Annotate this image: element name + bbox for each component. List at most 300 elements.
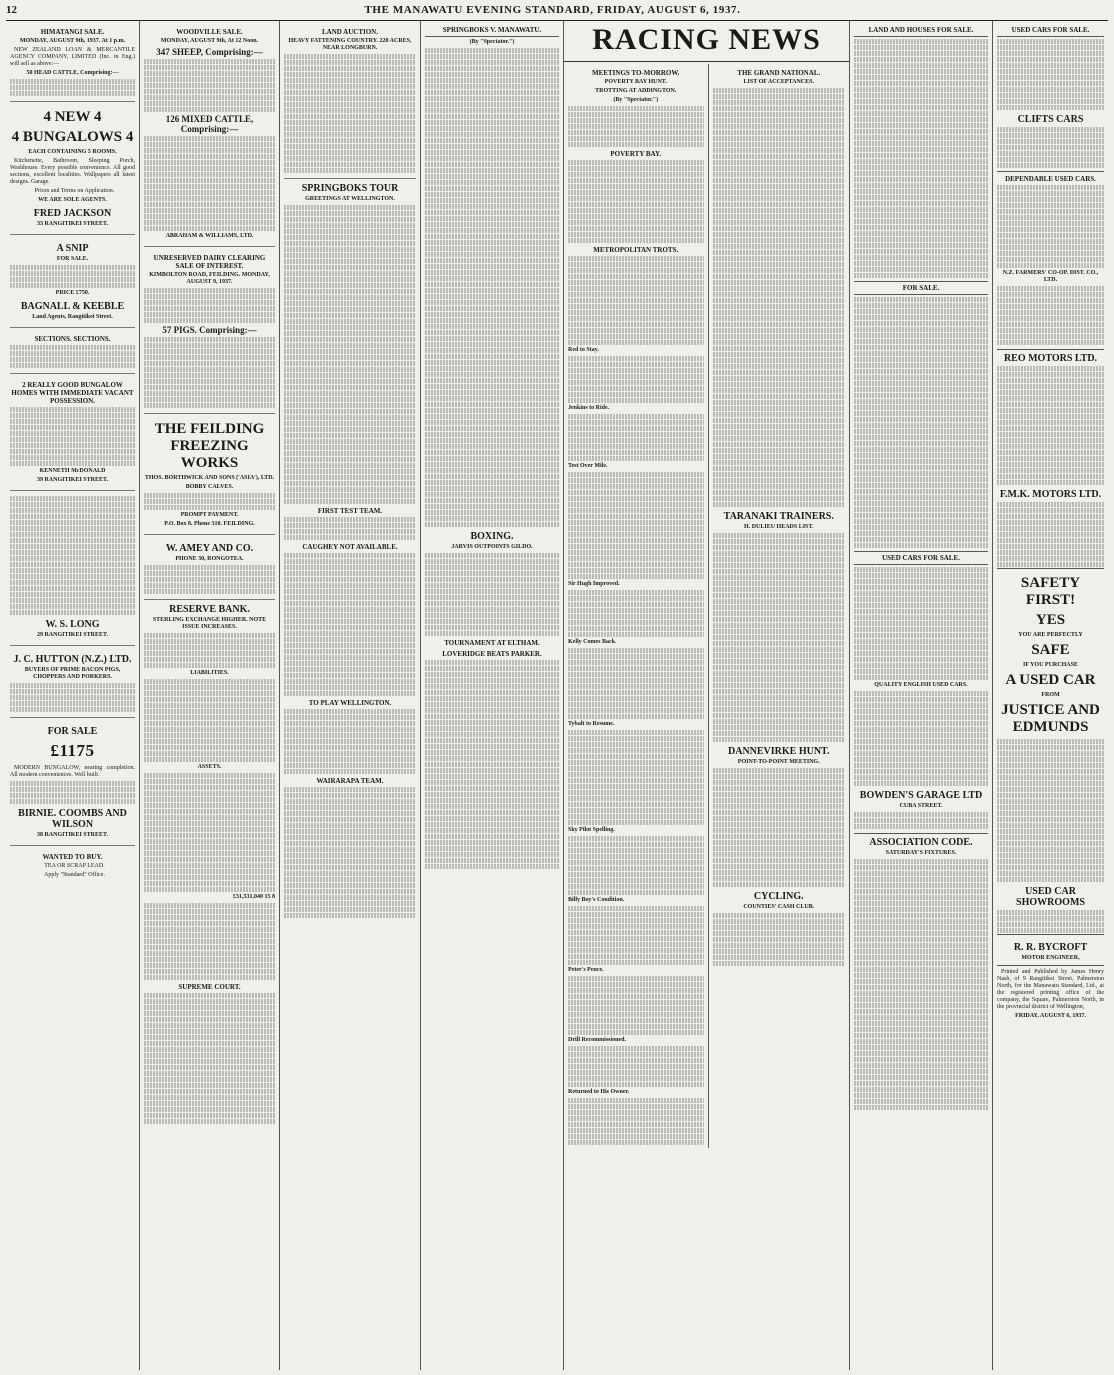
text-line: [144, 208, 275, 213]
text-line: [284, 799, 416, 804]
text-line: [854, 153, 988, 158]
text-line: [284, 445, 416, 450]
ad-address: P.O. Box 8. Phone 310. FEILDING.: [164, 521, 255, 527]
text-line: [854, 1015, 988, 1020]
text-line: [713, 358, 846, 363]
text-line: [284, 727, 416, 732]
text-line: [854, 979, 988, 984]
text-line: [568, 196, 704, 201]
text-line: [425, 324, 559, 329]
text-line: [568, 766, 704, 771]
text-line: [568, 362, 704, 367]
text-line: [568, 836, 704, 841]
text-line: [425, 822, 559, 827]
text-line: [284, 319, 416, 324]
text-line: [425, 228, 559, 233]
text-line: [144, 751, 275, 756]
text-line: [997, 251, 1104, 256]
text-line: [568, 508, 704, 513]
ad-heading: R. R. BYCROFT: [1013, 942, 1088, 953]
text-line: [854, 51, 988, 56]
text-line: [568, 380, 704, 385]
text-line: [854, 483, 988, 488]
text-line: [854, 889, 988, 894]
text-line: [425, 732, 559, 737]
text-line: [284, 132, 416, 137]
text-line: [144, 148, 275, 153]
text-line: [284, 619, 416, 624]
text-line: [713, 376, 846, 381]
text-line: [854, 441, 988, 446]
text-line: [10, 526, 135, 531]
text-line: [425, 690, 559, 695]
text-line: [568, 854, 704, 859]
text-line: [568, 982, 704, 987]
text-line: [568, 714, 704, 719]
text-line: [713, 154, 846, 159]
text-line: [713, 478, 846, 483]
text-line: [854, 531, 988, 536]
text-line: [568, 398, 704, 403]
text-line: [854, 1081, 988, 1086]
text-line: [997, 127, 1104, 132]
text-line: [425, 571, 559, 576]
text-line: [568, 976, 704, 981]
text-line: [568, 730, 704, 735]
text-line: [713, 955, 846, 960]
text-line: [284, 343, 416, 348]
text-line: [568, 340, 704, 345]
text-line: [425, 246, 559, 251]
text-line: [10, 431, 135, 436]
text-line: [713, 94, 846, 99]
text-line: [854, 639, 988, 644]
text-line: [854, 87, 988, 92]
ad-heading: LAND AUCTION.: [321, 28, 378, 36]
text-line: [144, 715, 275, 720]
text-line: [713, 394, 846, 399]
text-line: [568, 748, 704, 753]
text-line: [713, 388, 846, 393]
text-line: [284, 601, 416, 606]
text-line: [713, 846, 846, 851]
text-line: [713, 870, 846, 875]
text-line: [997, 847, 1104, 852]
text-line: [10, 363, 135, 368]
text-line: [854, 453, 988, 458]
text-line: [997, 63, 1104, 68]
text-line: [284, 283, 416, 288]
text-line: [854, 129, 988, 134]
text-line: [568, 678, 704, 683]
text-line: [284, 841, 416, 846]
text-line: [10, 520, 135, 525]
text-line: [713, 262, 846, 267]
text-line: [854, 435, 988, 440]
land-auction-ad: [284, 23, 416, 179]
text-line: [144, 721, 275, 726]
text-line: [284, 649, 416, 654]
text-line: [568, 608, 704, 613]
text-line: [284, 156, 416, 161]
text-line: [568, 356, 704, 361]
text-line: [997, 197, 1104, 202]
text-line: [854, 703, 988, 708]
text-line: [997, 550, 1104, 555]
text-line: [997, 304, 1104, 309]
text-line: [854, 159, 988, 164]
text-line: [144, 993, 275, 998]
text-line: [10, 781, 135, 786]
text-line: [568, 280, 704, 285]
article-heading: SPRINGBOKS V. MANAWATU.: [425, 26, 559, 37]
text-line: [284, 877, 416, 882]
text-line: [10, 701, 135, 706]
text-line: [425, 726, 559, 731]
text-line: [144, 312, 275, 317]
text-line: [284, 253, 416, 258]
text-line: [144, 1041, 275, 1046]
text-line: [144, 1107, 275, 1112]
text-line: [568, 478, 704, 483]
text-line: [854, 775, 988, 780]
text-line: [568, 936, 704, 941]
text-line: [425, 168, 559, 173]
text-line: [144, 214, 275, 219]
text-line: [568, 334, 704, 339]
text-line: [854, 261, 988, 266]
text-line: [568, 1140, 704, 1145]
ad-big-heading: A USED CAR: [1005, 672, 1096, 688]
text-line: [997, 257, 1104, 262]
column-8: [993, 21, 1108, 1370]
text-line: [425, 372, 559, 377]
text-line: [713, 292, 846, 297]
classified-heading: USED CARS FOR SALE.: [997, 26, 1104, 37]
text-line: [854, 615, 988, 620]
text-line: [568, 1070, 704, 1075]
text-line: [713, 436, 846, 441]
text-line: [10, 787, 135, 792]
text-line: [144, 845, 275, 850]
ad-heading: J. C. HUTTON (N.Z.) LTD.: [13, 654, 132, 665]
text-line: [854, 715, 988, 720]
text-line: [854, 997, 988, 1002]
text-line: [284, 144, 416, 149]
text-line: [713, 160, 846, 165]
text-line: [284, 715, 416, 720]
article-subheading: Billy Boy's Condition.: [568, 897, 625, 903]
text-line: [425, 750, 559, 755]
text-line: [713, 635, 846, 640]
ad-subheading: BUYERS OF PRIME BACON PIGS, CHOPPERS AND PORKERS.: [24, 667, 121, 680]
text-line: [425, 798, 559, 803]
text-line: [284, 565, 416, 570]
text-line: [854, 651, 988, 656]
text-line: [568, 948, 704, 953]
text-line: [568, 1122, 704, 1127]
text-line: [568, 866, 704, 871]
text-line: [713, 472, 846, 477]
text-line: [997, 151, 1104, 156]
text-line: [144, 226, 275, 231]
text-line: [284, 223, 416, 228]
text-line: [144, 294, 275, 299]
text-line: [10, 568, 135, 573]
text-line: [144, 361, 275, 366]
text-line: [144, 915, 275, 920]
text-line: [568, 178, 704, 183]
text-line: [997, 191, 1104, 196]
text-line: [854, 423, 988, 428]
table-total: £31,531,040 15 8: [233, 894, 275, 900]
text-line: [568, 626, 704, 631]
text-line: [997, 203, 1104, 208]
feilding-works-ad: [144, 416, 275, 535]
text-line: [144, 951, 275, 956]
text-line: [284, 721, 416, 726]
text-line: [568, 1104, 704, 1109]
article-subheading: FIRST TEST TEAM.: [317, 507, 383, 515]
text-line: [568, 414, 704, 419]
text-line: [568, 918, 704, 923]
text-line: [713, 617, 846, 622]
text-line: [854, 525, 988, 530]
text-line: [425, 378, 559, 383]
text-line: [713, 677, 846, 682]
text-line: [10, 538, 135, 543]
text-line: [144, 1101, 275, 1106]
ad-agent: BOWDEN'S GARAGE LTD: [859, 790, 983, 801]
text-line: [425, 468, 559, 473]
article-heading: SUPREME COURT.: [178, 983, 241, 991]
text-line: [854, 117, 988, 122]
ad-text: FROM: [1041, 692, 1060, 698]
text-line: [144, 1029, 275, 1034]
page-number: 12: [6, 4, 17, 16]
text-line: [144, 651, 275, 656]
text-line: [284, 349, 416, 354]
text-line: [284, 883, 416, 888]
text-line: [854, 1021, 988, 1026]
ad-text: TEA OR SCRAP LEAD.: [44, 863, 105, 869]
text-line: [854, 237, 988, 242]
article-subheading: STERLING EXCHANGE HIGHER. NOTE ISSUE INCREASES.: [152, 617, 267, 630]
text-line: [144, 975, 275, 980]
text-line: [713, 364, 846, 369]
text-line: [568, 666, 704, 671]
article-subheading: COUNTIES' CASH CLUB.: [743, 904, 815, 910]
text-line: [425, 396, 559, 401]
text-line: [713, 725, 846, 730]
text-line: [568, 202, 704, 207]
text-line: [713, 442, 846, 447]
article-heading: DANNEVIRKE HUNT.: [728, 746, 830, 757]
text-line: [997, 562, 1104, 567]
article-subheading: POVERTY BAY HUNT.: [604, 79, 667, 85]
text-line: [284, 487, 416, 492]
text-line: [713, 822, 846, 827]
ad-heading: CLIFTS CARS: [1017, 114, 1084, 125]
text-line: [568, 878, 704, 883]
text-line: [713, 551, 846, 556]
text-line: [284, 60, 416, 65]
text-line: [144, 1089, 275, 1094]
text-line: [713, 931, 846, 936]
text-line: [713, 136, 846, 141]
text-line: [854, 573, 988, 578]
text-line: [713, 124, 846, 129]
text-line: [568, 386, 704, 391]
ad-heading: A SNIP: [56, 243, 89, 254]
text-line: [425, 565, 559, 570]
text-line: [854, 675, 988, 680]
article-subheading: TO PLAY WELLINGTON.: [308, 699, 392, 707]
text-line: [144, 857, 275, 862]
text-line: [713, 334, 846, 339]
text-line: [997, 310, 1104, 315]
text-line: [568, 268, 704, 273]
ad-heading: WOODVILLE SALE.: [176, 28, 243, 36]
text-line: [568, 456, 704, 461]
woodville-ad: [144, 23, 275, 247]
text-line: [568, 106, 704, 111]
text-line: [854, 39, 988, 44]
text-line: [144, 367, 275, 372]
ad-address: 39 RANGITIKEI STREET.: [36, 477, 109, 483]
text-line: [425, 312, 559, 317]
text-line: [425, 192, 559, 197]
text-line: [713, 876, 846, 881]
text-line: [284, 463, 416, 468]
text-line: [568, 690, 704, 695]
text-line: [854, 1045, 988, 1050]
ad-heading: REO MOTORS LTD.: [997, 349, 1104, 364]
article-subheading: GREETINGS AT WELLINGTON.: [305, 196, 395, 202]
ad-heading: SECTIONS. SECTIONS.: [34, 335, 111, 343]
text-line: [997, 829, 1104, 834]
ad-heading: 2 REALLY GOOD BUNGALOW HOMES WITH IMMEDIATE VACANT POSSESSION.: [11, 381, 134, 405]
text-line: [854, 45, 988, 50]
article-heading: TARANAKI TRAINERS.: [723, 511, 834, 522]
ad-agent: KENNETH McDONALD: [39, 468, 106, 474]
text-line: [854, 603, 988, 608]
text-line: [854, 243, 988, 248]
text-line: [713, 593, 846, 598]
text-line: [854, 459, 988, 464]
text-line: [10, 544, 135, 549]
text-line: [568, 550, 704, 555]
text-line: [425, 180, 559, 185]
text-line: [568, 420, 704, 425]
text-line: [425, 504, 559, 509]
text-line: [425, 768, 559, 773]
text-line: [284, 685, 416, 690]
text-line: [568, 760, 704, 765]
text-line: [568, 842, 704, 847]
text-line: [284, 102, 416, 107]
text-line: [425, 607, 559, 612]
text-line: [713, 286, 846, 291]
text-line: [997, 402, 1104, 407]
ad-agent: FRED JACKSON: [33, 208, 112, 219]
text-line: [854, 1087, 988, 1092]
text-line: [284, 96, 416, 101]
text-line: [144, 385, 275, 390]
masthead: [6, 4, 1108, 21]
text-line: [997, 739, 1104, 744]
text-line: [568, 872, 704, 877]
article-heading: BOXING.: [470, 531, 514, 542]
text-line: [425, 78, 559, 83]
text-line: [425, 252, 559, 257]
ad-subheading: FOR SALE.: [56, 256, 89, 262]
text-line: [284, 373, 416, 378]
text-line: [997, 163, 1104, 168]
text-line: [997, 474, 1104, 479]
text-line: [144, 391, 275, 396]
text-line: [284, 835, 416, 840]
text-line: [144, 875, 275, 880]
text-line: [713, 961, 846, 966]
text-line: [144, 184, 275, 189]
text-line: [854, 297, 988, 302]
text-line: [284, 571, 416, 576]
text-line: [713, 545, 846, 550]
text-line: [144, 779, 275, 784]
text-line: [284, 421, 416, 426]
text-line: [144, 827, 275, 832]
text-line: [568, 660, 704, 665]
text-line: [854, 955, 988, 960]
for-sale-ad: [10, 720, 135, 846]
text-line: [854, 99, 988, 104]
text-line: [10, 586, 135, 591]
text-line: [284, 661, 416, 666]
text-line: [854, 901, 988, 906]
text-line: [997, 450, 1104, 455]
text-line: [425, 720, 559, 725]
text-line: [568, 562, 704, 567]
text-line: [10, 695, 135, 700]
text-line: [144, 1053, 275, 1058]
text-line: [10, 610, 135, 615]
text-line: [997, 751, 1104, 756]
text-line: [854, 919, 988, 924]
justice-edmunds-ad: [997, 568, 1104, 933]
text-line: [284, 439, 416, 444]
text-line: [713, 244, 846, 249]
text-line: [284, 583, 416, 588]
text-line: [568, 702, 704, 707]
text-line: [568, 772, 704, 777]
text-line: [854, 591, 988, 596]
ad-text: BOBBY CALVES.: [185, 484, 234, 490]
text-line: [854, 351, 988, 356]
text-line: [284, 247, 416, 252]
text-line: [713, 665, 846, 670]
text-line: [144, 355, 275, 360]
text-line: [425, 510, 559, 515]
text-line: [10, 437, 135, 442]
text-line: [284, 277, 416, 282]
text-line: [144, 1047, 275, 1052]
text-line: [425, 828, 559, 833]
text-line: [144, 220, 275, 225]
text-line: [144, 957, 275, 962]
text-line: [997, 526, 1104, 531]
text-line: [713, 412, 846, 417]
